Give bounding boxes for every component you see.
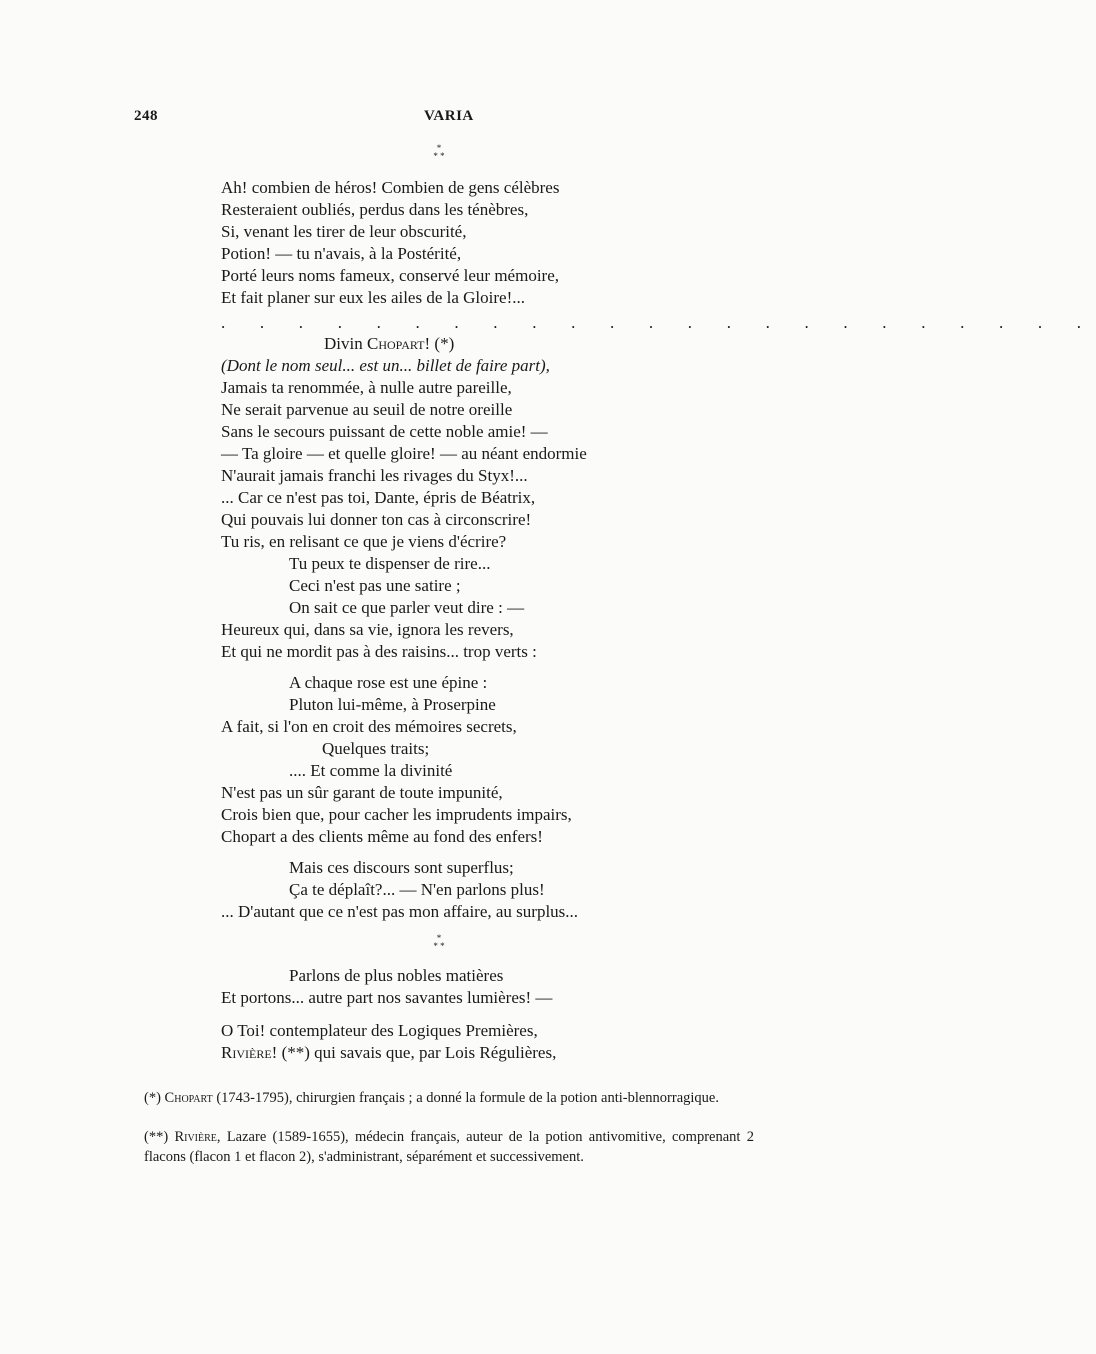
divin-prefix: Divin (324, 334, 367, 353)
verse-line: Potion! — tu n'avais, à la Postérité, (221, 244, 462, 263)
verse-line: Parlons de plus nobles matières (289, 966, 504, 985)
ellipsis-row: . . . . . . . . . . . . . . . . . . . . . . . (221, 313, 1096, 332)
verse-line: Chopart a des clients même au fond des enfers! (221, 827, 543, 846)
verse-line: Crois bien que, pour cacher les imprudents impairs, (221, 805, 572, 824)
footnote-ref: ! (*) (424, 334, 455, 353)
footnote-mark: (**) (144, 1129, 175, 1145)
verse-line: Heureux qui, dans sa vie, ignora les revers, (221, 620, 514, 639)
verse-line: Jamais ta renommée, à nulle autre pareille, (221, 378, 512, 397)
asterism-middle (424, 934, 454, 950)
verse-line: Et fait planer sur eux les ailes de la Gloire!... (221, 288, 525, 307)
asterism-middle-stars: * * (433, 941, 445, 951)
asterism-middle-star: * (436, 933, 442, 943)
verse-line: Sans le secours puissant de cette noble amie! — (221, 422, 548, 441)
footnote-1 (144, 1089, 754, 1109)
riviere-line (221, 1043, 556, 1063)
verse-line: Mais ces discours sont superflus; (289, 858, 514, 877)
verse-line: N'est pas un sûr garant de toute impunité, (221, 783, 503, 802)
divin-chopart-line (324, 334, 454, 354)
verse-line: A fait, si l'on en croit des mémoires secrets, (221, 717, 517, 736)
verse-line: — Ta gloire — et quelle gloire! — au néant endormie (221, 444, 587, 463)
verse-line: N'aurait jamais franchi les rivages du Styx!... (221, 466, 528, 485)
asterism-top-star: * (436, 143, 442, 153)
verse-line: Et qui ne mordit pas à des raisins... trop verts : (221, 642, 537, 661)
verse-line: ... Car ce n'est pas toi, Dante, épris de Béatrix, (221, 488, 536, 507)
verse-line: Si, venant les tirer de leur obscurité, (221, 222, 467, 241)
verse-line: Resteraient oubliés, perdus dans les ténèbres, (221, 200, 529, 219)
verse-line: Porté leurs noms fameux, conservé leur mémoire, (221, 266, 560, 285)
verse-line: Qui pouvais lui donner ton cas à circonscrire! (221, 510, 532, 529)
verse-line: On sait ce que parler veut dire : — (289, 598, 525, 617)
chopart-name: Chopart (366, 334, 425, 353)
footnote-mark: (*) (144, 1090, 165, 1106)
verse-line: Tu peux te dispenser de rire... (289, 554, 491, 573)
footnote-text: , Lazare (1589-1655), médecin français, auteur de la potion antivomitive, comprenant 2 flacons (flacon 1 et flacon 2), s'administrant, séparément et successivement. (144, 1129, 754, 1165)
asterism-top (424, 144, 454, 160)
page-number: 248 (134, 108, 158, 124)
verse-line: Ah! combien de héros! Combien de gens célèbres (221, 178, 560, 197)
verse-line: ... D'autant que ce n'est pas mon affaire, au surplus... (221, 902, 579, 921)
footnote-name: Chopart (164, 1090, 213, 1106)
verse-line: A chaque rose est une épine : (289, 673, 488, 692)
verse-line: .... Et comme la divinité (289, 761, 453, 780)
verse-line: Pluton lui-même, à Proserpine (289, 695, 496, 714)
dont-line: (Dont le nom seul... est un... billet de faire part), (221, 356, 550, 375)
riviere-name: Rivière (221, 1043, 272, 1062)
verse-line: Ne serait parvenue au seuil de notre oreille (221, 400, 513, 419)
verse-line: Ça te déplaît?... — N'en parlons plus! (289, 880, 545, 899)
verse-line: Quelques traits; (322, 739, 430, 758)
running-head: VARIA (424, 108, 474, 124)
verse-line: Et portons... autre part nos savantes lumières! — (221, 988, 553, 1007)
footnote-name: Rivière (174, 1129, 217, 1145)
footnote-text: (1743-1795), chirurgien français ; a donné la formule de la potion anti-blennorragique. (212, 1090, 719, 1106)
asterism-bottom-stars: * * (433, 151, 445, 161)
footnote-2 (144, 1128, 754, 1167)
verse-line: Ceci n'est pas une satire ; (289, 576, 461, 595)
verse-line: Tu ris, en relisant ce que je viens d'écrire? (221, 532, 507, 551)
verse-line: O Toi! contemplateur des Logiques Premières, (221, 1021, 538, 1040)
riviere-rest: ! (**) qui savais que, par Lois Régulières, (271, 1043, 557, 1062)
